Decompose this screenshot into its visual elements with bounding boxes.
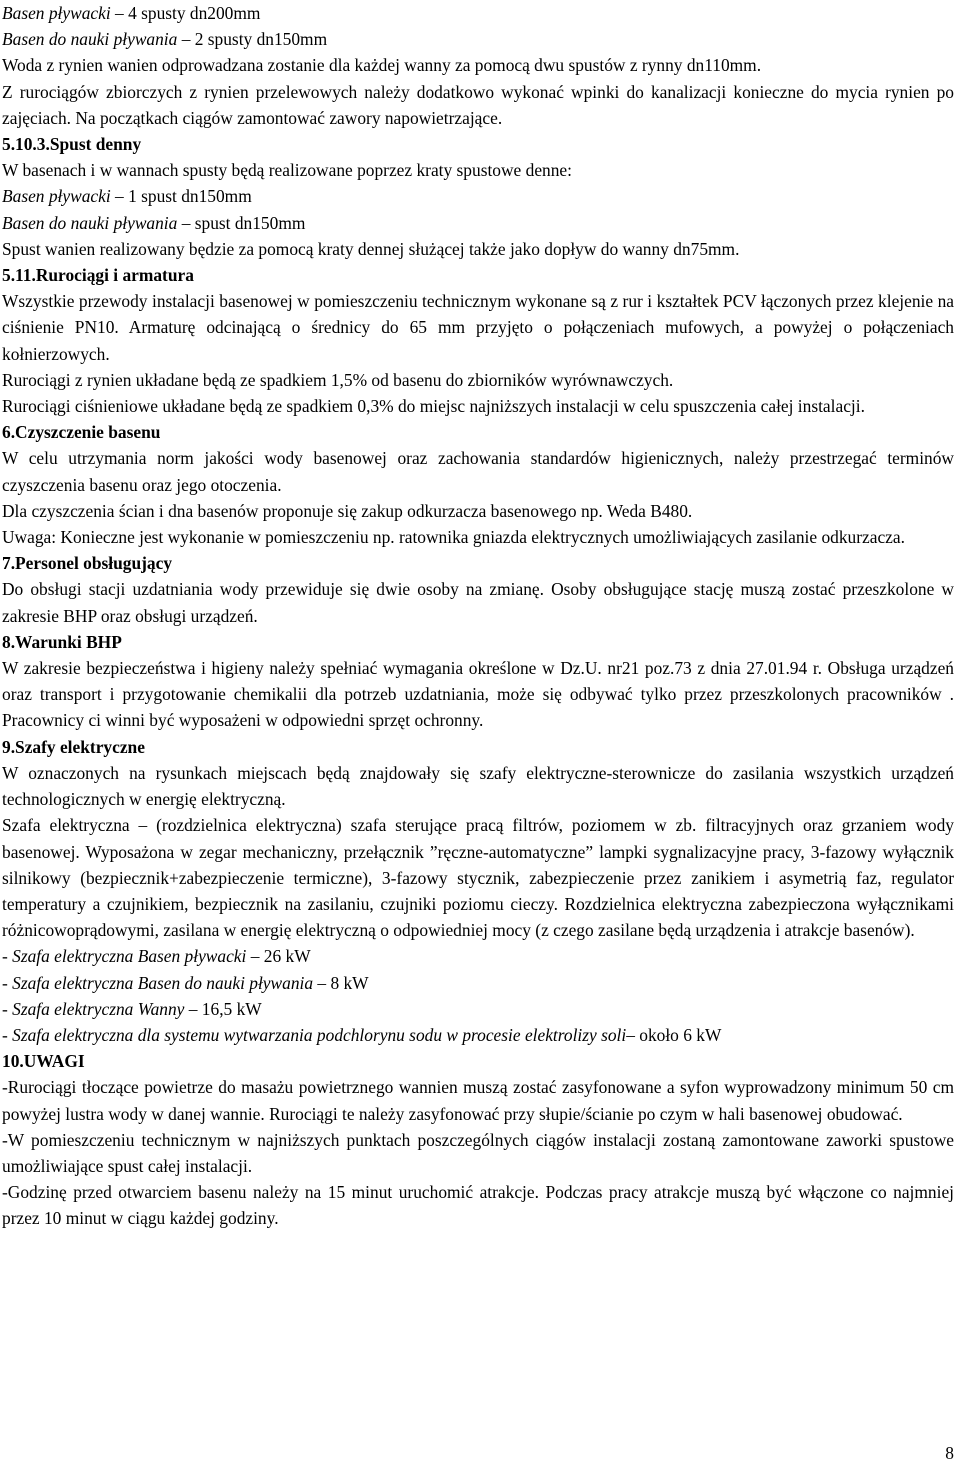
paragraph: Uwaga: Konieczne jest wykonanie w pomieszczeniu np. ratownika gniazda elektrycznych umożliwiających zasilanie odkurzacza. [2,527,905,548]
paragraph: Z rurociągów zbiorczych z rynien przelewowych należy dodatkowo wykonać wpinki do kanalizacji konieczne do mycia rynien po zajęciach. Na początkach ciągów zamontować zawory napowietrzające. [2,81,954,128]
paragraph: Spust wanien realizowany będzie za pomocą kraty dennej służącej także jako dopływ do wanny dn75mm. [2,238,740,259]
page-number: 8 [945,1443,954,1463]
text-line: Basen do nauki pływania – spust dn150mm [2,212,306,233]
paragraph: W oznaczonych na rysunkach miejscach będą znajdowały się szafy elektryczne-sterownicze do zasilania wszystkich urządzeń technologicznych w energię elektryczną. [2,762,954,810]
paragraph: -Godzinę przed otwarciem basenu należy na 15 minut uruchomić atrakcje. Podczas pracy atrakcje muszą być włączone co najmniej przez 10 minut w ciągu każdej godziny. [2,1182,954,1229]
paragraph: Do obsługi stacji uzdatniania wody przewiduje się dwie osoby na zmianę. Osoby obsługujące stację muszą zostać przeszkolone w zakresie BHP oraz obsługi urządzeń. [2,579,954,626]
document-page [2,0,954,1232]
text-line: Basen pływacki – 1 spust dn150mm [2,186,252,207]
section-heading: 6.Czyszczenie basenu [2,422,161,443]
section-heading: 7.Personel obsługujący [2,553,173,574]
paragraph: W basenach i w wannach spusty będą realizowane poprzez kraty spustowe denne: [2,160,572,181]
text-line: Basen pływacki – 4 spusty dn200mm [2,3,261,23]
paragraph: -W pomieszczeniu technicznym w najniższych punktach poszczególnych ciągów instalacji zostaną zamontowane zaworki spustowe umożliwiające spust całej instalacji. [2,1129,954,1176]
paragraph: Dla czyszczenia ścian i dna basenów proponuje się zakup odkurzacza basenowego np. Weda B480. [2,500,693,521]
section-heading: 5.10.3.Spust denny [2,134,142,155]
section-heading: 5.11.Rurociągi i armatura [2,265,194,286]
paragraph: W zakresie bezpieczeństwa i higieny należy spełniać wymagania określone w Dz.U. nr21 poz.73 z dnia 27.01.94 r. Obsługa urządzeń oraz transport i przygotowanie chemikalii dla potrzeb uzdatniania, może się odbywać tylko przez przeszkolonych pracowników . Pracownicy ci winni być wyposażeni w odpowiedni sprzęt ochronny. [2,658,954,731]
paragraph: W celu utrzymania norm jakości wody basenowej oraz zachowania standardów higienicznych, należy przestrzegać terminów czyszczenia basenu oraz jego otoczenia. [2,448,954,495]
text-line: Basen do nauki pływania – 2 spusty dn150mm [2,29,328,50]
paragraph: Wszystkie przewody instalacji basenowej w pomieszczeniu technicznym wykonane są z rur i kształtek PCV łączonych przez klejenie na ciśnienie PN10. Armaturę odcinającą o średnicy do 65 mm przyjęto o połączeniach mufowych, a powyżej o połączeniach kołnierzowych. [2,291,954,364]
paragraph: Szafa elektryczna – (rozdzielnica elektryczna) szafa sterujące pracą filtrów, poziomem w zb. filtracyjnych oraz grzaniem wody basenowej. Wyposażona w zegar mechaniczny, przełącznik ”ręczne-automatyczne” lampki sygnalizacyjne pracy, 3-fazowy wyłącznik silnikowy (bezpiecznik+zabezpieczenie termiczne), 3-fazowy stycznik, zabezpieczenie przez zanikiem i asymetrią faz, regulator temperatury a czujnikiem, bezpiecznik na zasilaniu, czujniki poziomu cieczy. Rozdzielnica elektryczna zabezpieczona wyłącznikami różnicowoprądowymi, zasilana w energię elektryczną o odpowiedniej mocy (z czego zasilane będą urządzenia i atrakcje basenów). [2,815,954,941]
list-item: - Szafa elektryczna Wanny – 16,5 kW [2,998,262,1019]
section-heading: 10.UWAGI [2,1051,85,1072]
list-item: - Szafa elektryczna dla systemu wytwarzania podchlorynu sodu w procesie elektrolizy soli– około 6 kW [2,1024,722,1045]
paragraph: Rurociągi z rynien układane będą ze spadkiem 1,5% od basenu do zbiorników wyrównawczych. [2,369,674,390]
list-item: - Szafa elektryczna Basen pływacki – 26 kW [2,946,311,967]
paragraph: -Rurociągi tłoczące powietrze do masażu powietrznego wannien muszą zostać zasyfonowane a syfon wyprowadzony minimum 50 cm powyżej lustra wody w danej wannie. Rurociągi te należy zasyfonować przy słupie/ścianie po czym w hali basenowej obudować. [2,1077,954,1124]
section-heading: 8.Warunki BHP [2,631,122,652]
section-heading: 9.Szafy elektryczne [2,736,145,757]
paragraph: Woda z rynien wanien odprowadzana zostanie dla każdej wanny za pomocą dwu spustów z rynny dn110mm. [2,55,762,76]
paragraph: Rurociągi ciśnieniowe układane będą ze spadkiem 0,3% do miejsc najniższych instalacji w celu spuszczenia całej instalacji. [2,396,865,417]
list-item: - Szafa elektryczna Basen do nauki pływania – 8 kW [2,972,369,993]
